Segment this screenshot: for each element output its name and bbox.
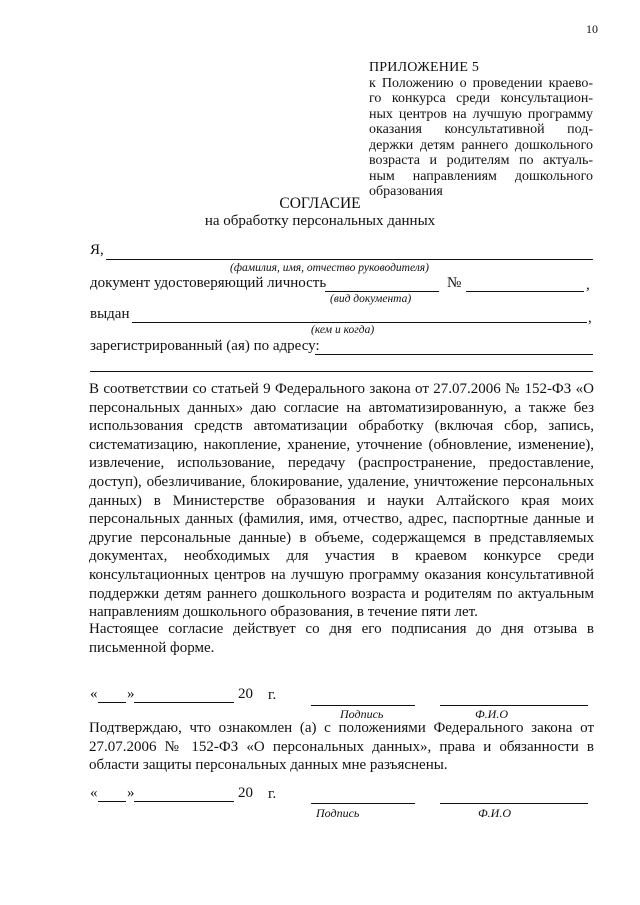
appendix-line: ным направлениям дошкольного (369, 168, 593, 184)
document-number-line[interactable] (466, 291, 584, 292)
month-line[interactable] (134, 801, 234, 802)
year-prefix: 20 (238, 785, 253, 801)
appendix-line: к Положению о проведении краево- (369, 75, 593, 91)
signature-label: Подпись (340, 707, 384, 721)
document-subtitle: на обработку персональных данных (204, 213, 436, 229)
issued-line[interactable] (132, 322, 587, 323)
name-hint: (фамилия, имя, отчество руководителя) (230, 262, 429, 274)
fio-label: Ф.И.О (475, 707, 508, 721)
day-line[interactable] (98, 702, 126, 703)
fio-line[interactable] (440, 705, 588, 706)
fio-label: Ф.И.О (478, 806, 511, 820)
year-suffix: г. (268, 687, 277, 703)
date-quote-open: « (90, 686, 98, 702)
date-quote-open: « (90, 785, 98, 801)
appendix-line: оказания консультативной под- (369, 122, 593, 137)
appendix-line: го конкурса среди консультацион- (369, 91, 593, 106)
document-title: СОГЛАСИЕ (279, 195, 361, 212)
document-hint: (вид документа) (330, 293, 412, 305)
comma: , (588, 310, 592, 326)
address-line-1[interactable] (315, 354, 593, 355)
confirm-paragraph: Подтверждаю, что ознакомлен (а) с положениями Федерального закона от 27.07.2006 № 152-ФЗ «О персональных данных», права и обязанности в области защиты персональных данных мне разъяснены. (89, 720, 594, 774)
issued-label: выдан (90, 306, 130, 322)
consent-paragraph: В соответствии со статьей 9 Федерального закона от 27.07.2006 № 152-ФЗ «О персональных данных» даю согласие на автоматизированную, а также без использования средств автоматизации обработку (включая сбор, запись, систематизацию, накопление, хранение, уточнение (обновление, изменение), извлечение, использование, передачу (распространение, предоставление, доступ), обезличивание, блокирование, удаление, уничтожение персональных данных) в Министерстве образования и науки Алтайского края моих персональных данных (фамилия, имя, отчество, адрес, паспортные данные и другие персональные данные) в объеме, содержащемся в представляемых документах, необходимых для участия в краевом конкурсе среди консультационных центров на лучшую программу оказания консультативной поддержки детям раннего дошкольного возраста и родителям по актуальным направлениям дошкольного образования, в течение пяти лет. (89, 381, 594, 621)
date-quote-close: » (127, 785, 135, 801)
appendix-text (369, 76, 593, 200)
appendix-block (369, 60, 593, 200)
month-line[interactable] (134, 702, 234, 703)
fio-line[interactable] (440, 803, 588, 804)
year-suffix: г. (268, 786, 277, 802)
document-label: документ удостоверяющий личность (90, 275, 327, 291)
issued-hint: (кем и когда) (311, 324, 375, 336)
name-field-line[interactable] (106, 259, 593, 260)
year-prefix: 20 (238, 686, 253, 702)
day-line[interactable] (98, 801, 126, 802)
signature-line[interactable] (311, 705, 415, 706)
appendix-heading: ПРИЛОЖЕНИЕ 5 (369, 60, 480, 75)
page-number: 10 (586, 22, 598, 36)
signature-line[interactable] (311, 803, 415, 804)
appendix-line: образования (369, 184, 443, 199)
appendix-line: держки детям раннего дошкольного (369, 137, 593, 153)
date-quote-close: » (127, 686, 135, 702)
i-label: Я, (90, 242, 104, 258)
appendix-line: ных центров на лучшую программу (369, 106, 593, 122)
address-label: зарегистрированный (ая) по адресу: (90, 338, 320, 354)
signature-label: Подпись (316, 806, 360, 820)
validity-paragraph: Настоящее согласие действует со дня его подписания до дня отзыва в письменной форме. (89, 621, 594, 656)
appendix-line: возраста и родителям по актуаль- (369, 153, 593, 168)
comma: , (586, 277, 590, 293)
address-line-2[interactable] (90, 371, 593, 372)
number-sign: № (447, 275, 462, 291)
document-type-line[interactable] (325, 291, 439, 292)
